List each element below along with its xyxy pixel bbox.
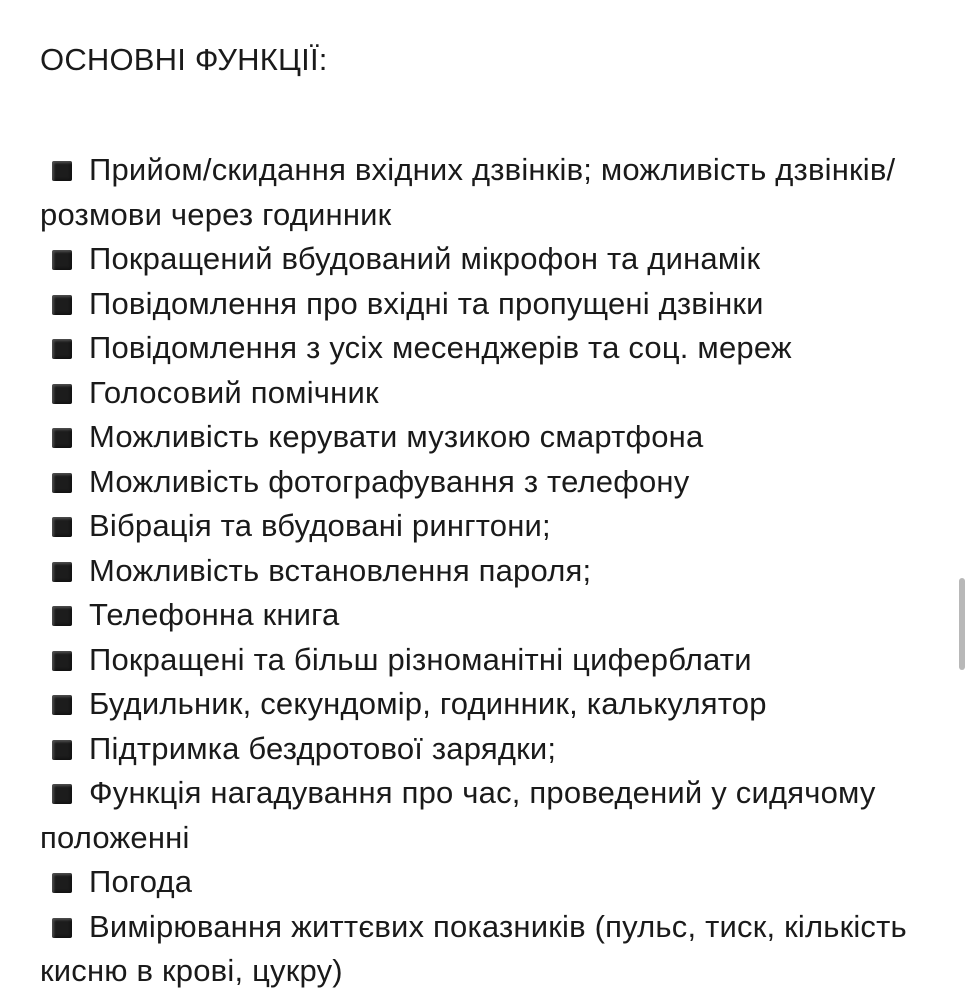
list-item-text: Можливість фотографування з телефону <box>89 463 690 499</box>
list-item <box>40 727 932 772</box>
list-item <box>40 282 932 327</box>
list-item-text: Покращені та більш різноманітні циферблати <box>89 641 752 677</box>
black-square-icon <box>52 695 72 715</box>
list-item <box>40 549 932 594</box>
list-item <box>40 371 932 416</box>
list-item-text: Телефонна книга <box>89 597 340 632</box>
list-item-text: Функція нагадування про час, проведений у сидячому положенні <box>40 775 876 855</box>
black-square-icon <box>52 161 72 181</box>
black-square-icon <box>52 562 72 582</box>
list-item-text: Повідомлення з усіх месенджерів та соц. мереж <box>89 330 792 365</box>
list-item <box>40 771 932 860</box>
black-square-icon <box>52 295 72 315</box>
black-square-icon <box>52 740 72 760</box>
list-item <box>40 460 932 505</box>
list-item <box>40 237 932 282</box>
list-item-text: Вібрація та вбудовані рингтони; <box>89 508 551 543</box>
list-item <box>40 638 932 683</box>
page-title: ОСНОВНІ ФУНКЦІЇ: <box>40 42 328 77</box>
list-item-text: Повідомлення про вхідні та пропущені дзвінки <box>89 285 764 321</box>
black-square-icon <box>52 250 72 270</box>
list-item <box>40 415 932 460</box>
list-item <box>40 593 932 638</box>
black-square-icon <box>52 606 72 626</box>
list-item-text: Будильник, секундомір, годинник, калькулятор <box>89 686 767 721</box>
list-item <box>40 504 932 549</box>
black-square-icon <box>52 873 72 893</box>
list-item <box>40 326 932 371</box>
black-square-icon <box>52 384 72 404</box>
black-square-icon <box>52 517 72 537</box>
list-item-text: Прийом/скидання вхідних дзвінків; можливість дзвінків/розмови через годинник <box>40 152 896 232</box>
list-item-text: Покращений вбудований мікрофон та динамік <box>89 241 761 276</box>
list-item <box>40 148 932 237</box>
black-square-icon <box>52 473 72 493</box>
list-item-text: Голосовий помічник <box>89 374 379 410</box>
list-item <box>40 905 932 994</box>
black-square-icon <box>52 428 72 448</box>
list-item-text: Можливість встановлення пароля; <box>89 552 592 588</box>
list-item <box>40 682 932 727</box>
black-square-icon <box>52 339 72 359</box>
list-item-text: Підтримка бездротової зарядки; <box>89 730 557 766</box>
feature-list <box>40 148 932 994</box>
list-item-text: Можливість керувати музикою смартфона <box>89 419 704 454</box>
black-square-icon <box>52 918 72 938</box>
black-square-icon <box>52 784 72 804</box>
vertical-scrollbar[interactable] <box>959 578 965 670</box>
list-item-text: Вимірювання життєвих показників (пульс, тиск, кількість кисню в крові, цукру) <box>40 908 907 988</box>
list-item <box>40 860 932 905</box>
black-square-icon <box>52 651 72 671</box>
list-item-text: Погода <box>89 864 193 899</box>
